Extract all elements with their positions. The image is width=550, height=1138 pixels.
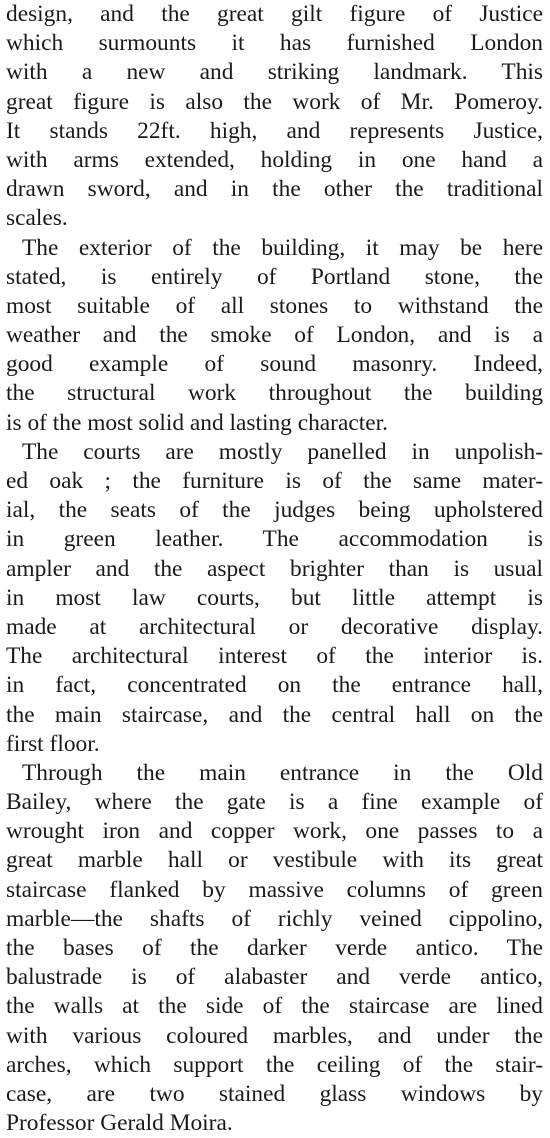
text-line: the walls at the side of the staircase are lined xyxy=(6,993,543,1020)
text-line: with arms extended, holding in one hand a xyxy=(6,146,543,173)
text-line: with a new and striking landmark. This xyxy=(6,59,543,86)
text-line: ial, the seats of the judges being upholstered xyxy=(6,497,543,524)
text-line: the bases of the darker verde antico. The xyxy=(6,935,543,961)
text-line: first floor. xyxy=(6,730,100,757)
text-line: in fact, concentrated on the entrance hall, xyxy=(6,672,543,699)
text-line: is of the most solid and lasting character. xyxy=(6,409,388,436)
text-line: drawn sword, and in the other the traditional xyxy=(6,176,543,203)
text-line: arches, which support the ceiling of the stair- xyxy=(6,1051,543,1078)
text-line: good example of sound masonry. Indeed, xyxy=(6,351,543,378)
text-line: in green leather. The accommodation is xyxy=(6,526,543,553)
text-line: Professor Gerald Moira. xyxy=(6,1110,233,1137)
text-line: great marble hall or vestibule with its great xyxy=(6,847,543,874)
text-line: Bailey, where the gate is a fine example of xyxy=(6,789,543,816)
text-line: design, and the great gilt figure of Justice xyxy=(6,1,543,27)
text-line: stated, is entirely of Portland stone, the xyxy=(6,263,543,290)
paragraph-2 xyxy=(6,234,543,438)
text-line: which surmounts it has furnished London xyxy=(6,30,543,57)
text-line: The architectural interest of the interior is. xyxy=(6,643,543,670)
text-line: in most law courts, but little attempt is xyxy=(6,584,543,611)
text-line: ampler and the aspect brighter than is usual xyxy=(6,555,543,582)
text-line: with various coloured marbles, and under the xyxy=(6,1022,543,1049)
text-line: marble—the shafts of richly veined cippolino, xyxy=(6,905,543,932)
text-line: great figure is also the work of Mr. Pomeroy. xyxy=(6,88,543,115)
text-line: case, are two stained glass windows by xyxy=(6,1080,543,1107)
text-line: staircase flanked by massive columns of green xyxy=(6,876,543,903)
text-line: ed oak ; the furniture is of the same mater- xyxy=(6,468,543,494)
paragraph-4 xyxy=(6,759,543,1138)
text-line: the main staircase, and the central hall on the xyxy=(6,701,543,728)
text-line: Through the main entrance in the Old xyxy=(22,759,543,786)
paragraph-3 xyxy=(6,438,543,759)
text-line: the structural work throughout the building xyxy=(6,380,543,407)
text-line: balustrade is of alabaster and verde antico, xyxy=(6,964,543,991)
paragraph-1 xyxy=(6,0,543,234)
text-line: The courts are mostly panelled in unpolish- xyxy=(22,438,543,465)
text-line: most suitable of all stones to withstand the xyxy=(6,292,543,319)
text-line: weather and the smoke of London, and is a xyxy=(6,322,543,349)
text-line: It stands 22ft. high, and represents Justice, xyxy=(6,117,543,144)
text-line: The exterior of the building, it may be here xyxy=(22,234,543,261)
text-line: wrought iron and copper work, one passes to a xyxy=(6,818,543,845)
text-line: scales. xyxy=(6,205,68,232)
text-line: made at architectural or decorative display. xyxy=(6,613,543,640)
